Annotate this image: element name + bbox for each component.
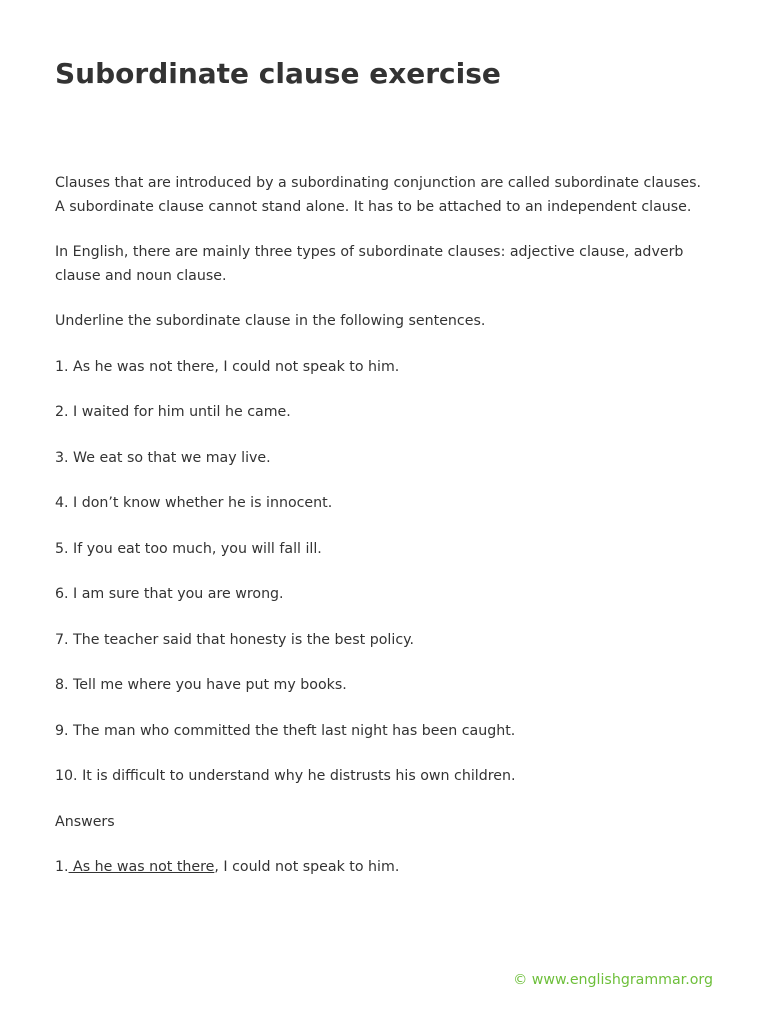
- question-item: 4. I don’t know whether he is innocent.: [55, 495, 333, 511]
- instruction-text: Underline the subordinate clause in the following sentences.: [55, 313, 486, 329]
- question-item: 10. It is difficult to understand why he distrusts his own children.: [55, 768, 516, 784]
- answer-item: [55, 856, 715, 880]
- answer-rest: , I could not speak to him.: [214, 859, 400, 875]
- intro-paragraph: Clauses that are introduced by a subordinating conjunction are called subordinate clauses. A subordinate clause cannot stand alone. It has to be attached to an independent clause.: [55, 175, 701, 215]
- underlined-clause: As he was not there: [68, 859, 215, 875]
- question-item: 7. The teacher said that honesty is the best policy.: [55, 631, 414, 648]
- exercise-body: [55, 172, 715, 902]
- question-item: 9. The man who committed the theft last night has been caught.: [55, 722, 516, 739]
- page-title: Subordinate clause exercise: [55, 57, 501, 90]
- site-footer-link[interactable]: © www.englishgrammar.org: [513, 972, 713, 988]
- intro-paragraph: In English, there are mainly three types of subordinate clauses: adjective clause, adverb clause and noun clause.: [55, 244, 684, 284]
- question-item: 1. As he was not there, I could not speak to him.: [55, 358, 400, 375]
- question-item: 3. We eat so that we may live.: [55, 449, 271, 466]
- question-item: 5. If you eat too much, you will fall ill.: [55, 540, 322, 557]
- question-item: 2. I waited for him until he came.: [55, 404, 291, 420]
- answer-number: 1.: [55, 859, 69, 875]
- question-item: 6. I am sure that you are wrong.: [55, 586, 284, 602]
- answers-heading: Answers: [55, 813, 115, 830]
- question-item: 8. Tell me where you have put my books.: [55, 677, 347, 693]
